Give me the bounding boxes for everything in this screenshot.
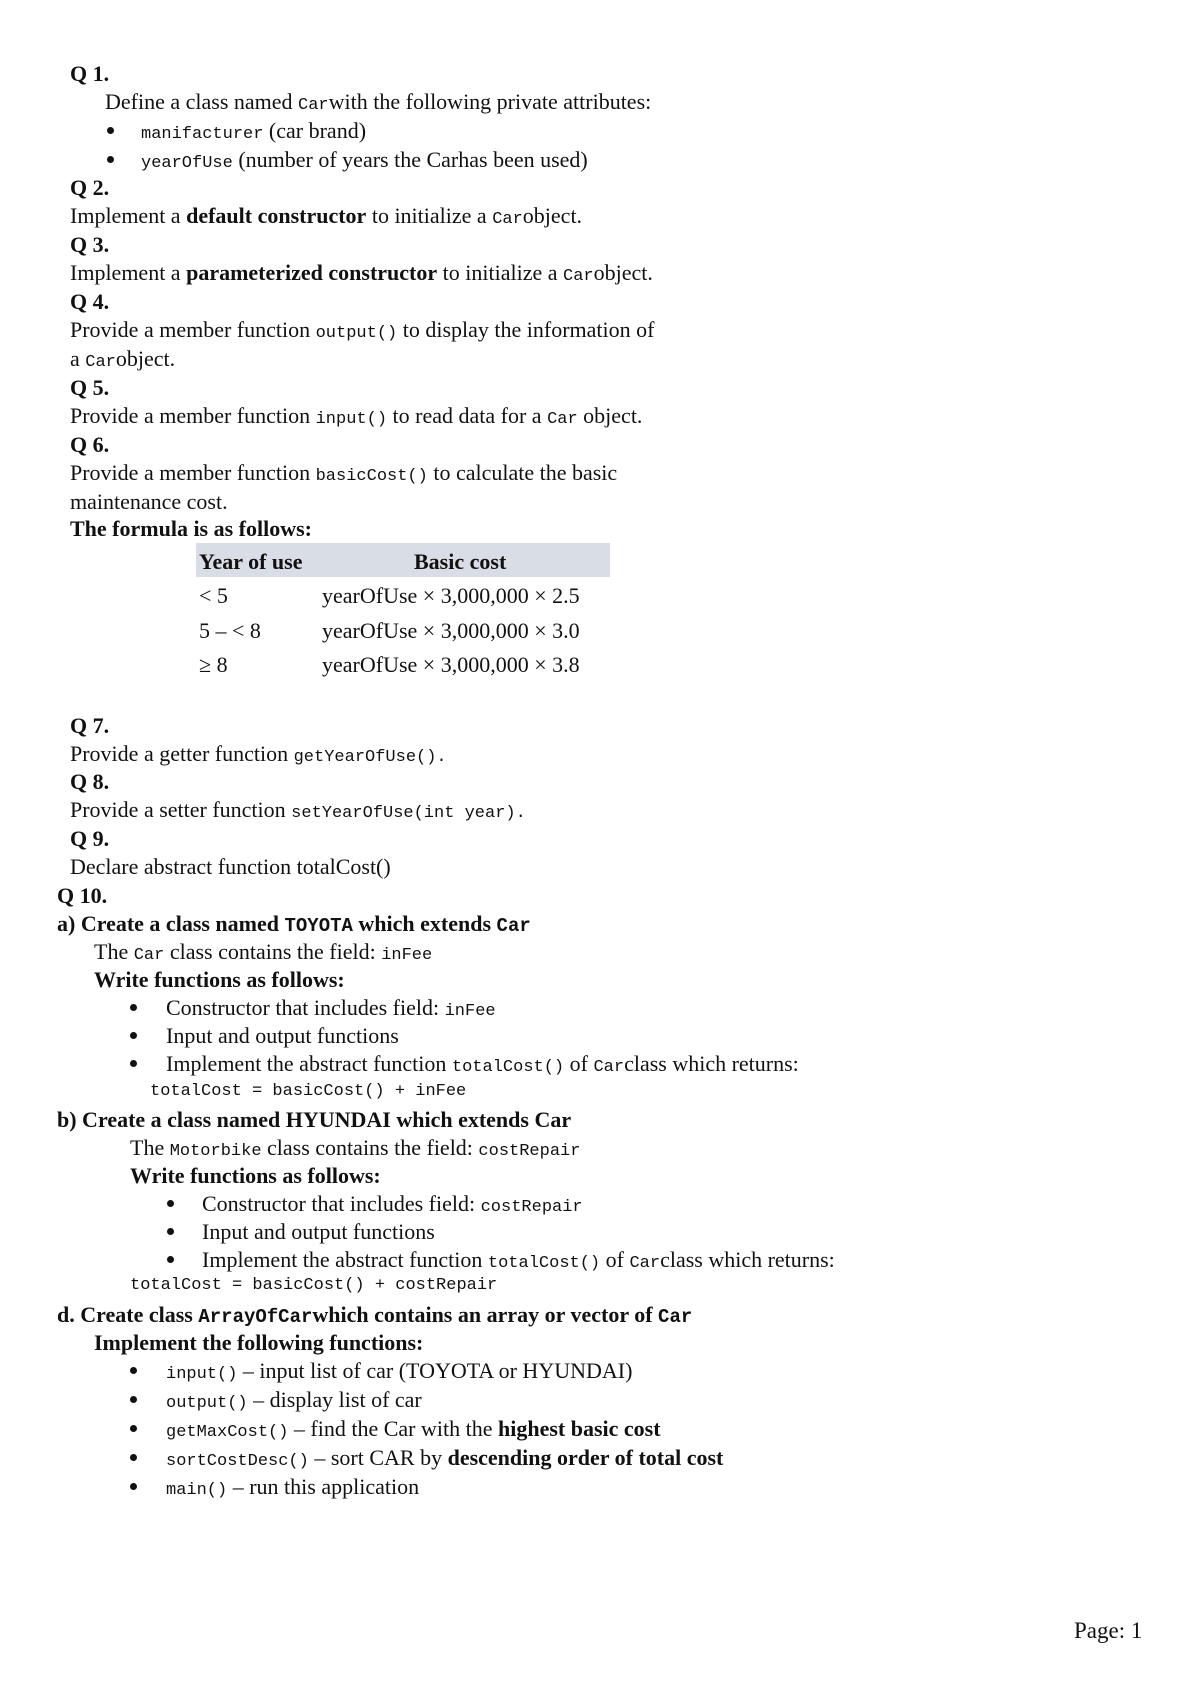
q3-label: Q 3. bbox=[70, 232, 110, 257]
q10a-bullet-constructor: Constructor that includes field: inFee bbox=[166, 995, 496, 1021]
bullet-icon bbox=[130, 1004, 137, 1011]
q5-text: Provide a member function input() to read data for a Car object. bbox=[70, 403, 643, 429]
q10a-write-heading: Write functions as follows: bbox=[94, 967, 345, 992]
q2-text: Implement a default constructor to initialize a Carobject. bbox=[70, 203, 583, 229]
q10b-write-heading: Write functions as follows: bbox=[130, 1163, 381, 1188]
bullet-icon bbox=[130, 1396, 137, 1403]
q10b-heading: b) Create a class named HYUNDAI which extends Car bbox=[57, 1107, 572, 1132]
q10d-impl-heading: Implement the following functions: bbox=[94, 1330, 424, 1355]
bullet-icon bbox=[130, 1032, 137, 1039]
q10d-item-sortcostdesc: sortCostDesc() – sort CAR by descending order of total cost bbox=[166, 1445, 724, 1471]
q10d-item-output: output() – display list of car bbox=[166, 1387, 422, 1413]
q10a-bullet-io: Input and output functions bbox=[166, 1023, 399, 1048]
q2-label: Q 2. bbox=[70, 175, 110, 200]
formula-heading: The formula is as follows: bbox=[70, 516, 312, 541]
q10a-heading: a) Create a class named TOYOTA which extends Car bbox=[57, 911, 531, 937]
q10b-bullet-totalcost: Implement the abstract function totalCost() of Carclass which returns: bbox=[202, 1247, 835, 1273]
q10d-item-main: main() – run this application bbox=[166, 1474, 420, 1500]
bullet-icon bbox=[130, 1367, 137, 1374]
q6-text-line2: maintenance cost. bbox=[70, 489, 228, 514]
q1-label: Q 1. bbox=[70, 61, 110, 86]
q1-intro: Define a class named Carwith the following private attributes: bbox=[105, 89, 652, 115]
table-header-year: Year of use bbox=[199, 549, 303, 574]
q9-text: Declare abstract function totalCost() bbox=[70, 854, 391, 879]
q10d-item-getmaxcost: getMaxCost() – find the Car with the highest basic cost bbox=[166, 1416, 661, 1442]
table-cell-cost: yearOfUse × 3,000,000 × 2.5 bbox=[322, 583, 580, 608]
q8-label: Q 8. bbox=[70, 769, 110, 794]
q1-attr-yearofuse: yearOfUse (number of years the Carhas been used) bbox=[141, 147, 588, 173]
q4-text: Provide a member function output() to display the information of bbox=[70, 317, 655, 343]
q7-text: Provide a getter function getYearOfUse(). bbox=[70, 741, 447, 767]
q10b-bullet-constructor: Constructor that includes field: costRepair bbox=[202, 1191, 583, 1217]
q10b-field: The Motorbike class contains the field: costRepair bbox=[130, 1135, 581, 1161]
bullet-icon bbox=[130, 1425, 137, 1432]
q10d-item-input: input() – input list of car (TOYOTA or HYUNDAI) bbox=[166, 1358, 633, 1384]
bullet-icon bbox=[130, 1483, 137, 1490]
q5-label: Q 5. bbox=[70, 375, 110, 400]
bullet-icon bbox=[130, 1454, 137, 1461]
table-cell-year: 5 – < 8 bbox=[199, 618, 261, 643]
q3-text: Implement a parameterized constructor to initialize a Carobject. bbox=[70, 260, 653, 286]
q6-label: Q 6. bbox=[70, 432, 110, 457]
bullet-icon bbox=[167, 1200, 174, 1207]
table-cell-cost: yearOfUse × 3,000,000 × 3.8 bbox=[322, 652, 580, 677]
q9-label: Q 9. bbox=[70, 826, 110, 851]
bullet-icon bbox=[167, 1256, 174, 1263]
q10a-bullet-totalcost: Implement the abstract function totalCost() of Carclass which returns: bbox=[166, 1051, 799, 1077]
q10-label: Q 10. bbox=[57, 883, 108, 908]
q7-label: Q 7. bbox=[70, 713, 110, 738]
bullet-icon bbox=[107, 127, 114, 134]
q1-attr-manufacturer: manifacturer (car brand) bbox=[141, 118, 367, 144]
q10a-formula: totalCost = basicCost() + inFee bbox=[150, 1082, 467, 1101]
q4-label: Q 4. bbox=[70, 289, 110, 314]
page-number: Page: 1 bbox=[1074, 1618, 1143, 1643]
table-cell-year: < 5 bbox=[199, 583, 228, 608]
table-cell-year: ≥ 8 bbox=[199, 652, 228, 677]
q4-text-line2: a Carobject. bbox=[70, 346, 176, 372]
q6-text: Provide a member function basicCost() to calculate the basic bbox=[70, 460, 618, 486]
bullet-icon bbox=[167, 1228, 174, 1235]
q10a-field: The Car class contains the field: inFee bbox=[94, 939, 433, 965]
q10b-bullet-io: Input and output functions bbox=[202, 1219, 435, 1244]
q8-text: Provide a setter function setYearOfUse(int year). bbox=[70, 797, 526, 823]
table-cell-cost: yearOfUse × 3,000,000 × 3.0 bbox=[322, 618, 580, 643]
bullet-icon bbox=[130, 1060, 137, 1067]
q10d-heading: d. Create class ArrayOfCarwhich contains an array or vector of Car bbox=[57, 1302, 693, 1328]
q10b-formula: totalCost = basicCost() + costRepair bbox=[130, 1276, 498, 1295]
table-header-cost: Basic cost bbox=[414, 549, 507, 574]
bullet-icon bbox=[107, 156, 114, 163]
